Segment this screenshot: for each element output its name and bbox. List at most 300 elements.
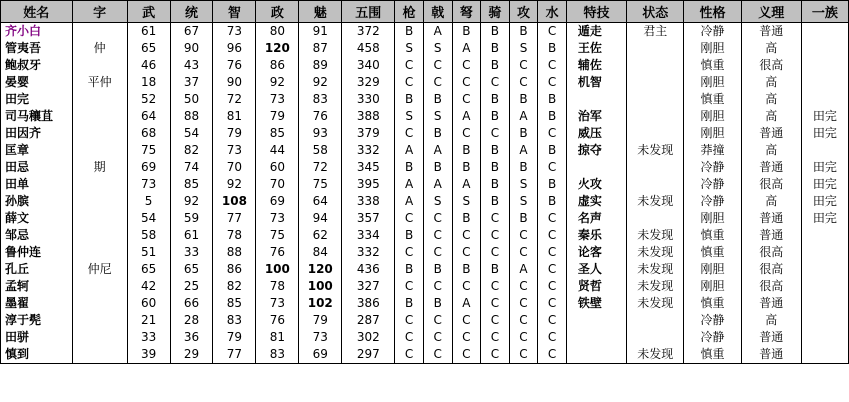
cell-loyalty: 很高 — [741, 278, 801, 295]
table-row[interactable] — [1, 57, 849, 74]
cell-skill: 名声 — [566, 210, 626, 227]
cell-int: 77 — [213, 210, 256, 227]
cell-naval: C — [538, 244, 567, 261]
cell-lead: 88 — [170, 108, 213, 125]
cell-personality: 莽撞 — [684, 142, 741, 159]
cell-courtesy — [72, 346, 127, 364]
cell-naval: C — [538, 159, 567, 176]
cell-total: 332 — [342, 244, 395, 261]
officer-rows — [1, 23, 849, 364]
cell-skill: 贤哲 — [566, 278, 626, 295]
cell-spear: C — [395, 346, 424, 364]
header-lead[interactable]: 统 — [170, 1, 213, 23]
cell-halberd: C — [423, 346, 452, 364]
cell-cavalry: B — [481, 193, 510, 210]
cell-status — [627, 74, 684, 91]
cell-war: 52 — [127, 91, 170, 108]
cell-status: 未发现 — [627, 193, 684, 210]
cell-chr: 92 — [299, 74, 342, 91]
cell-crossbow: C — [452, 244, 481, 261]
cell-lead: 54 — [170, 125, 213, 142]
cell-personality: 慎重 — [684, 91, 741, 108]
table-row[interactable] — [1, 261, 849, 278]
cell-lead: 90 — [170, 40, 213, 57]
cell-loyalty: 高 — [741, 193, 801, 210]
cell-name: 孔丘 — [1, 261, 73, 278]
cell-personality: 刚胆 — [684, 40, 741, 57]
cell-clan: 田完 — [801, 108, 848, 125]
cell-clan — [801, 312, 848, 329]
cell-crossbow: C — [452, 312, 481, 329]
cell-cavalry: C — [481, 346, 510, 364]
cell-courtesy — [72, 125, 127, 142]
cell-halberd: C — [423, 210, 452, 227]
cell-crossbow: B — [452, 142, 481, 159]
cell-crossbow: A — [452, 40, 481, 57]
cell-war: 33 — [127, 329, 170, 346]
cell-cavalry: C — [481, 125, 510, 142]
cell-halberd: A — [423, 23, 452, 41]
cell-int: 96 — [213, 40, 256, 57]
cell-crossbow: C — [452, 227, 481, 244]
cell-total: 334 — [342, 227, 395, 244]
table-row[interactable] — [1, 312, 849, 329]
cell-loyalty: 普通 — [741, 227, 801, 244]
cell-pol: 81 — [256, 329, 299, 346]
cell-loyalty: 普通 — [741, 125, 801, 142]
cell-skill: 铁壁 — [566, 295, 626, 312]
cell-siege: S — [509, 40, 538, 57]
cell-pol: 76 — [256, 312, 299, 329]
cell-status: 未发现 — [627, 346, 684, 364]
cell-int: 86 — [213, 261, 256, 278]
header-cavalry[interactable]: 骑 — [481, 1, 510, 23]
cell-naval: C — [538, 125, 567, 142]
cell-pol: 80 — [256, 23, 299, 41]
cell-total: 332 — [342, 142, 395, 159]
cell-clan — [801, 23, 848, 41]
cell-int: 76 — [213, 57, 256, 74]
cell-lead: 67 — [170, 23, 213, 41]
cell-pol: 44 — [256, 142, 299, 159]
header-loyalty[interactable]: 义理 — [741, 1, 801, 23]
cell-courtesy — [72, 244, 127, 261]
cell-pol: 73 — [256, 295, 299, 312]
header-siege[interactable]: 攻 — [509, 1, 538, 23]
cell-clan — [801, 346, 848, 364]
cell-clan — [801, 278, 848, 295]
cell-chr: 100 — [299, 278, 342, 295]
cell-naval: C — [538, 23, 567, 41]
cell-war: 73 — [127, 176, 170, 193]
cell-total: 302 — [342, 329, 395, 346]
cell-war: 42 — [127, 278, 170, 295]
cell-naval: C — [538, 210, 567, 227]
cell-total: 388 — [342, 108, 395, 125]
cell-siege: S — [509, 176, 538, 193]
cell-crossbow: B — [452, 210, 481, 227]
cell-total: 340 — [342, 57, 395, 74]
cell-personality: 冷静 — [684, 23, 741, 41]
cell-crossbow: C — [452, 278, 481, 295]
header-skill[interactable]: 特技 — [566, 1, 626, 23]
cell-war: 54 — [127, 210, 170, 227]
cell-lead: 37 — [170, 74, 213, 91]
header-personality[interactable]: 性格 — [684, 1, 741, 23]
table-row[interactable] — [1, 244, 849, 261]
cell-total: 329 — [342, 74, 395, 91]
cell-loyalty: 很高 — [741, 244, 801, 261]
table-row[interactable] — [1, 125, 849, 142]
cell-cavalry: B — [481, 176, 510, 193]
cell-lead: 66 — [170, 295, 213, 312]
cell-war: 61 — [127, 23, 170, 41]
cell-total: 345 — [342, 159, 395, 176]
cell-chr: 94 — [299, 210, 342, 227]
table-row[interactable] — [1, 193, 849, 210]
cell-skill: 论客 — [566, 244, 626, 261]
cell-cavalry: B — [481, 159, 510, 176]
cell-lead: 85 — [170, 176, 213, 193]
cell-personality: 刚胆 — [684, 261, 741, 278]
cell-spear: A — [395, 142, 424, 159]
cell-skill: 治军 — [566, 108, 626, 125]
cell-courtesy — [72, 227, 127, 244]
cell-courtesy: 仲尼 — [72, 261, 127, 278]
cell-spear: B — [395, 261, 424, 278]
cell-name: 鲁仲连 — [1, 244, 73, 261]
cell-loyalty: 普通 — [741, 329, 801, 346]
cell-status — [627, 57, 684, 74]
cell-chr: 75 — [299, 176, 342, 193]
cell-status — [627, 329, 684, 346]
cell-chr: 83 — [299, 91, 342, 108]
cell-crossbow: A — [452, 108, 481, 125]
cell-naval: B — [538, 176, 567, 193]
cell-naval: C — [538, 329, 567, 346]
cell-personality: 慎重 — [684, 295, 741, 312]
table-row[interactable] — [1, 278, 849, 295]
cell-lead: 25 — [170, 278, 213, 295]
cell-war: 46 — [127, 57, 170, 74]
cell-status — [627, 40, 684, 57]
cell-crossbow: B — [452, 261, 481, 278]
table-row[interactable] — [1, 159, 849, 176]
cell-siege: B — [509, 159, 538, 176]
header-spear[interactable]: 枪 — [395, 1, 424, 23]
cell-status — [627, 312, 684, 329]
cell-int: 78 — [213, 227, 256, 244]
cell-siege: C — [509, 57, 538, 74]
cell-skill: 虚实 — [566, 193, 626, 210]
cell-naval: B — [538, 193, 567, 210]
cell-clan — [801, 261, 848, 278]
cell-loyalty: 普通 — [741, 295, 801, 312]
cell-spear: B — [395, 23, 424, 41]
cell-crossbow: C — [452, 74, 481, 91]
cell-spear: S — [395, 108, 424, 125]
cell-pol: 73 — [256, 91, 299, 108]
cell-lead: 65 — [170, 261, 213, 278]
cell-status: 未发现 — [627, 142, 684, 159]
cell-clan — [801, 244, 848, 261]
cell-naval: C — [538, 346, 567, 364]
cell-siege: C — [509, 312, 538, 329]
cell-chr: 72 — [299, 159, 342, 176]
cell-clan: 田完 — [801, 176, 848, 193]
cell-pol: 85 — [256, 125, 299, 142]
cell-war: 68 — [127, 125, 170, 142]
cell-chr: 58 — [299, 142, 342, 159]
header-chr[interactable]: 魅 — [299, 1, 342, 23]
cell-name: 田单 — [1, 176, 73, 193]
cell-halberd: C — [423, 329, 452, 346]
cell-status: 未发现 — [627, 244, 684, 261]
cell-chr: 91 — [299, 23, 342, 41]
cell-loyalty: 高 — [741, 74, 801, 91]
cell-crossbow: B — [452, 23, 481, 41]
cell-crossbow: C — [452, 329, 481, 346]
cell-cavalry: B — [481, 108, 510, 125]
cell-total: 357 — [342, 210, 395, 227]
cell-spear: B — [395, 295, 424, 312]
cell-halberd: B — [423, 159, 452, 176]
header-name[interactable]: 姓名 — [1, 1, 73, 23]
header-courtesy[interactable]: 字 — [72, 1, 127, 23]
cell-total: 458 — [342, 40, 395, 57]
cell-name: 孟轲 — [1, 278, 73, 295]
cell-siege: A — [509, 142, 538, 159]
header-status[interactable]: 状态 — [627, 1, 684, 23]
table-row[interactable] — [1, 108, 849, 125]
cell-halberd: S — [423, 40, 452, 57]
cell-spear: B — [395, 91, 424, 108]
cell-name: 孙膑 — [1, 193, 73, 210]
cell-name: 管夷吾 — [1, 40, 73, 57]
cell-status: 未发现 — [627, 227, 684, 244]
cell-crossbow: C — [452, 91, 481, 108]
header-pol[interactable]: 政 — [256, 1, 299, 23]
cell-chr: 79 — [299, 312, 342, 329]
cell-loyalty: 普通 — [741, 23, 801, 41]
cell-spear: B — [395, 227, 424, 244]
cell-status: 君主 — [627, 23, 684, 41]
cell-int: 79 — [213, 125, 256, 142]
cell-siege: B — [509, 125, 538, 142]
cell-int: 108 — [213, 193, 256, 210]
cell-lead: 36 — [170, 329, 213, 346]
table-row[interactable] — [1, 40, 849, 57]
cell-clan: 田完 — [801, 159, 848, 176]
cell-siege: C — [509, 346, 538, 364]
cell-total: 338 — [342, 193, 395, 210]
cell-personality: 慎重 — [684, 227, 741, 244]
header-int[interactable]: 智 — [213, 1, 256, 23]
cell-name: 田因齐 — [1, 125, 73, 142]
cell-name: 墨翟 — [1, 295, 73, 312]
cell-skill: 秦乐 — [566, 227, 626, 244]
header-halberd[interactable]: 戟 — [423, 1, 452, 23]
cell-chr: 76 — [299, 108, 342, 125]
cell-halberd: C — [423, 57, 452, 74]
cell-status: 未发现 — [627, 295, 684, 312]
cell-int: 85 — [213, 295, 256, 312]
cell-cavalry: B — [481, 91, 510, 108]
cell-chr: 93 — [299, 125, 342, 142]
header-crossbow[interactable]: 弩 — [452, 1, 481, 23]
cell-siege: C — [509, 329, 538, 346]
cell-spear: C — [395, 244, 424, 261]
cell-halberd: B — [423, 261, 452, 278]
cell-clan: 田完 — [801, 210, 848, 227]
cell-lead: 43 — [170, 57, 213, 74]
cell-naval: C — [538, 261, 567, 278]
cell-siege: B — [509, 91, 538, 108]
table-row[interactable] — [1, 346, 849, 364]
cell-int: 79 — [213, 329, 256, 346]
table-row[interactable] — [1, 91, 849, 108]
cell-total: 327 — [342, 278, 395, 295]
cell-lead: 92 — [170, 193, 213, 210]
cell-skill — [566, 329, 626, 346]
cell-cavalry: C — [481, 74, 510, 91]
cell-pol: 73 — [256, 210, 299, 227]
cell-lead: 59 — [170, 210, 213, 227]
cell-total: 297 — [342, 346, 395, 364]
cell-skill: 威压 — [566, 125, 626, 142]
cell-halberd: C — [423, 227, 452, 244]
cell-halberd: C — [423, 312, 452, 329]
cell-courtesy — [72, 312, 127, 329]
cell-naval: B — [538, 40, 567, 57]
cell-skill: 王佐 — [566, 40, 626, 57]
cell-pol: 86 — [256, 57, 299, 74]
cell-siege: A — [509, 108, 538, 125]
cell-clan — [801, 142, 848, 159]
cell-skill — [566, 91, 626, 108]
cell-status — [627, 210, 684, 227]
cell-courtesy: 仲 — [72, 40, 127, 57]
cell-lead: 74 — [170, 159, 213, 176]
table-row[interactable] — [1, 23, 849, 41]
cell-halberd: C — [423, 244, 452, 261]
table-row[interactable] — [1, 176, 849, 193]
cell-war: 5 — [127, 193, 170, 210]
table-row[interactable] — [1, 210, 849, 227]
cell-total: 386 — [342, 295, 395, 312]
cell-siege: B — [509, 23, 538, 41]
cell-cavalry: C — [481, 278, 510, 295]
cell-war: 58 — [127, 227, 170, 244]
cell-spear: C — [395, 125, 424, 142]
cell-naval: C — [538, 57, 567, 74]
cell-name: 薛文 — [1, 210, 73, 227]
cell-chr: 69 — [299, 346, 342, 364]
cell-clan — [801, 295, 848, 312]
cell-halberd: C — [423, 74, 452, 91]
cell-skill: 圣人 — [566, 261, 626, 278]
cell-siege: B — [509, 210, 538, 227]
cell-pol: 79 — [256, 108, 299, 125]
cell-int: 73 — [213, 23, 256, 41]
cell-personality: 慎重 — [684, 244, 741, 261]
cell-cavalry: B — [481, 57, 510, 74]
cell-naval: C — [538, 74, 567, 91]
cell-pol: 69 — [256, 193, 299, 210]
cell-int: 73 — [213, 142, 256, 159]
cell-lead: 82 — [170, 142, 213, 159]
cell-naval: B — [538, 108, 567, 125]
cell-int: 77 — [213, 346, 256, 364]
cell-cavalry: B — [481, 261, 510, 278]
cell-courtesy — [72, 329, 127, 346]
cell-name: 匡章 — [1, 142, 73, 159]
cell-personality: 慎重 — [684, 346, 741, 364]
cell-war: 69 — [127, 159, 170, 176]
cell-war: 65 — [127, 40, 170, 57]
cell-clan — [801, 91, 848, 108]
cell-int: 90 — [213, 74, 256, 91]
cell-status: 未发现 — [627, 261, 684, 278]
table-row[interactable] — [1, 74, 849, 91]
cell-name: 齐小白 — [1, 23, 73, 41]
cell-status — [627, 159, 684, 176]
cell-pol: 120 — [256, 40, 299, 57]
table-row[interactable] — [1, 142, 849, 159]
cell-war: 39 — [127, 346, 170, 364]
header-naval[interactable]: 水 — [538, 1, 567, 23]
cell-skill: 遁走 — [566, 23, 626, 41]
cell-int: 70 — [213, 159, 256, 176]
cell-siege: A — [509, 261, 538, 278]
cell-status — [627, 125, 684, 142]
cell-war: 65 — [127, 261, 170, 278]
cell-chr: 87 — [299, 40, 342, 57]
header-clan[interactable]: 一族 — [801, 1, 848, 23]
cell-chr: 84 — [299, 244, 342, 261]
cell-pol: 78 — [256, 278, 299, 295]
cell-personality: 冷静 — [684, 312, 741, 329]
cell-total: 330 — [342, 91, 395, 108]
cell-loyalty: 高 — [741, 312, 801, 329]
cell-skill: 辅佐 — [566, 57, 626, 74]
cell-pol: 83 — [256, 346, 299, 364]
table-row[interactable] — [1, 329, 849, 346]
cell-halberd: B — [423, 125, 452, 142]
cell-status — [627, 176, 684, 193]
cell-courtesy — [72, 23, 127, 41]
table-row[interactable] — [1, 295, 849, 312]
cell-loyalty: 高 — [741, 142, 801, 159]
cell-spear: A — [395, 176, 424, 193]
cell-clan — [801, 57, 848, 74]
cell-personality: 冷静 — [684, 329, 741, 346]
cell-loyalty: 高 — [741, 40, 801, 57]
cell-crossbow: B — [452, 159, 481, 176]
cell-personality: 慎重 — [684, 57, 741, 74]
cell-name: 田忌 — [1, 159, 73, 176]
cell-courtesy — [72, 295, 127, 312]
cell-halberd: A — [423, 176, 452, 193]
cell-skill: 掠夺 — [566, 142, 626, 159]
cell-crossbow: C — [452, 125, 481, 142]
header-total[interactable]: 五围 — [342, 1, 395, 23]
table-row[interactable] — [1, 227, 849, 244]
header-war[interactable]: 武 — [127, 1, 170, 23]
cell-skill — [566, 312, 626, 329]
cell-total: 436 — [342, 261, 395, 278]
cell-siege: C — [509, 227, 538, 244]
